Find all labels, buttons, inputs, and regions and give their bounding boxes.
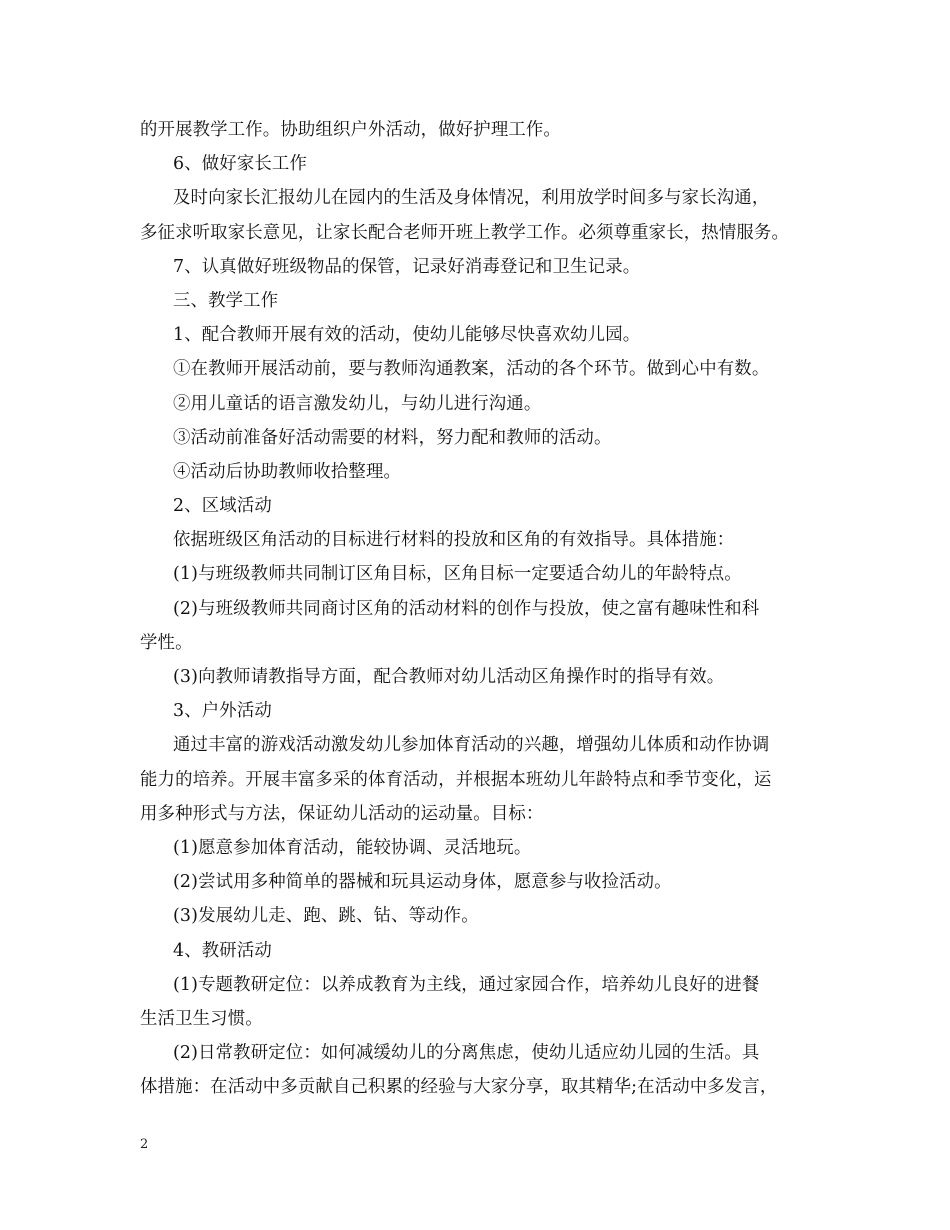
- document-body: [140, 113, 830, 1104]
- text-line: 用多种形式与方法，保证幼儿活动的运动量。目标：: [140, 803, 544, 824]
- text-line: 多征求听取家长意见，让家长配合老师开班上教学工作。必须尊重家长，热情服务。: [140, 222, 790, 243]
- text-line: 体措施：在活动中多贡献自己积累的经验与大家分享，取其精华;在活动中多发言，: [140, 1077, 778, 1098]
- text-line: 依据班级区角活动的目标进行材料的投放和区角的有效指导。具体措施：: [173, 530, 735, 551]
- text-line: 4、教研活动: [173, 940, 272, 961]
- text-line: 1、配合教师开展有效的活动，使幼儿能够尽快喜欢幼儿园。: [173, 325, 641, 346]
- text-line: 的开展教学工作。协助组织户外活动，做好护理工作。: [140, 120, 561, 140]
- text-line: 7、认真做好班级物品的保管，记录好消毒登记和卫生记录。: [173, 256, 641, 277]
- page-number: 2: [140, 1137, 149, 1152]
- text-line: ①在教师开展活动前，要与教师沟通教案，活动的各个环节。做到心中有数。: [173, 359, 770, 380]
- text-line: (1)与班级教师共同制订区角目标，区角目标一定要适合幼儿的年龄特点。: [173, 564, 742, 585]
- text-line: 三、教学工作: [173, 290, 279, 311]
- text-line: ④活动后协助教师收拾整理。: [173, 461, 402, 482]
- text-line: ③活动前准备好活动需要的材料，努力配和教师的活动。: [173, 427, 612, 448]
- text-line: (1)专题教研定位：以养成教育为主线，通过家园合作，培养幼儿良好的进餐: [173, 974, 760, 995]
- text-line: (2)与班级教师共同商讨区角的活动材料的创作与投放，使之富有趣味性和科: [173, 598, 760, 619]
- text-line: 通过丰富的游戏活动激发幼儿参加体育活动的兴趣，增强幼儿体质和动作协调: [173, 735, 770, 756]
- text-line: 生活卫生习惯。: [140, 1008, 263, 1029]
- text-line: 2、区域活动: [173, 496, 272, 517]
- text-line: 3、户外活动: [173, 701, 272, 722]
- text-line: (1)愿意参加体育活动，能较协调、灵活地玩。: [173, 837, 532, 858]
- text-line: (3)发展幼儿走、跑、跳、钻、等动作。: [173, 906, 479, 927]
- text-line: (3)向教师请教指导方面，配合教师对幼儿活动区角操作时的指导有效。: [173, 667, 725, 687]
- text-line: 6、做好家长工作: [173, 154, 307, 175]
- text-line: 能力的培养。开展丰富多采的体育活动，并根据本班幼儿年龄特点和季节变化，运: [140, 769, 772, 790]
- text-line: (2)尝试用多种简单的器械和玩具运动身体，愿意参与收捡活动。: [173, 872, 672, 893]
- text-line: ②用儿童话的语言激发幼儿，与幼儿进行沟通。: [173, 393, 542, 414]
- text-line: 及时向家长汇报幼儿在园内的生活及身体情况，利用放学时间多与家长沟通，: [173, 188, 770, 209]
- text-line: (2)日常教研定位：如何减缓幼儿的分离焦虑，使幼儿适应幼儿园的生活。具: [173, 1043, 760, 1064]
- text-line: 学性。: [140, 632, 193, 653]
